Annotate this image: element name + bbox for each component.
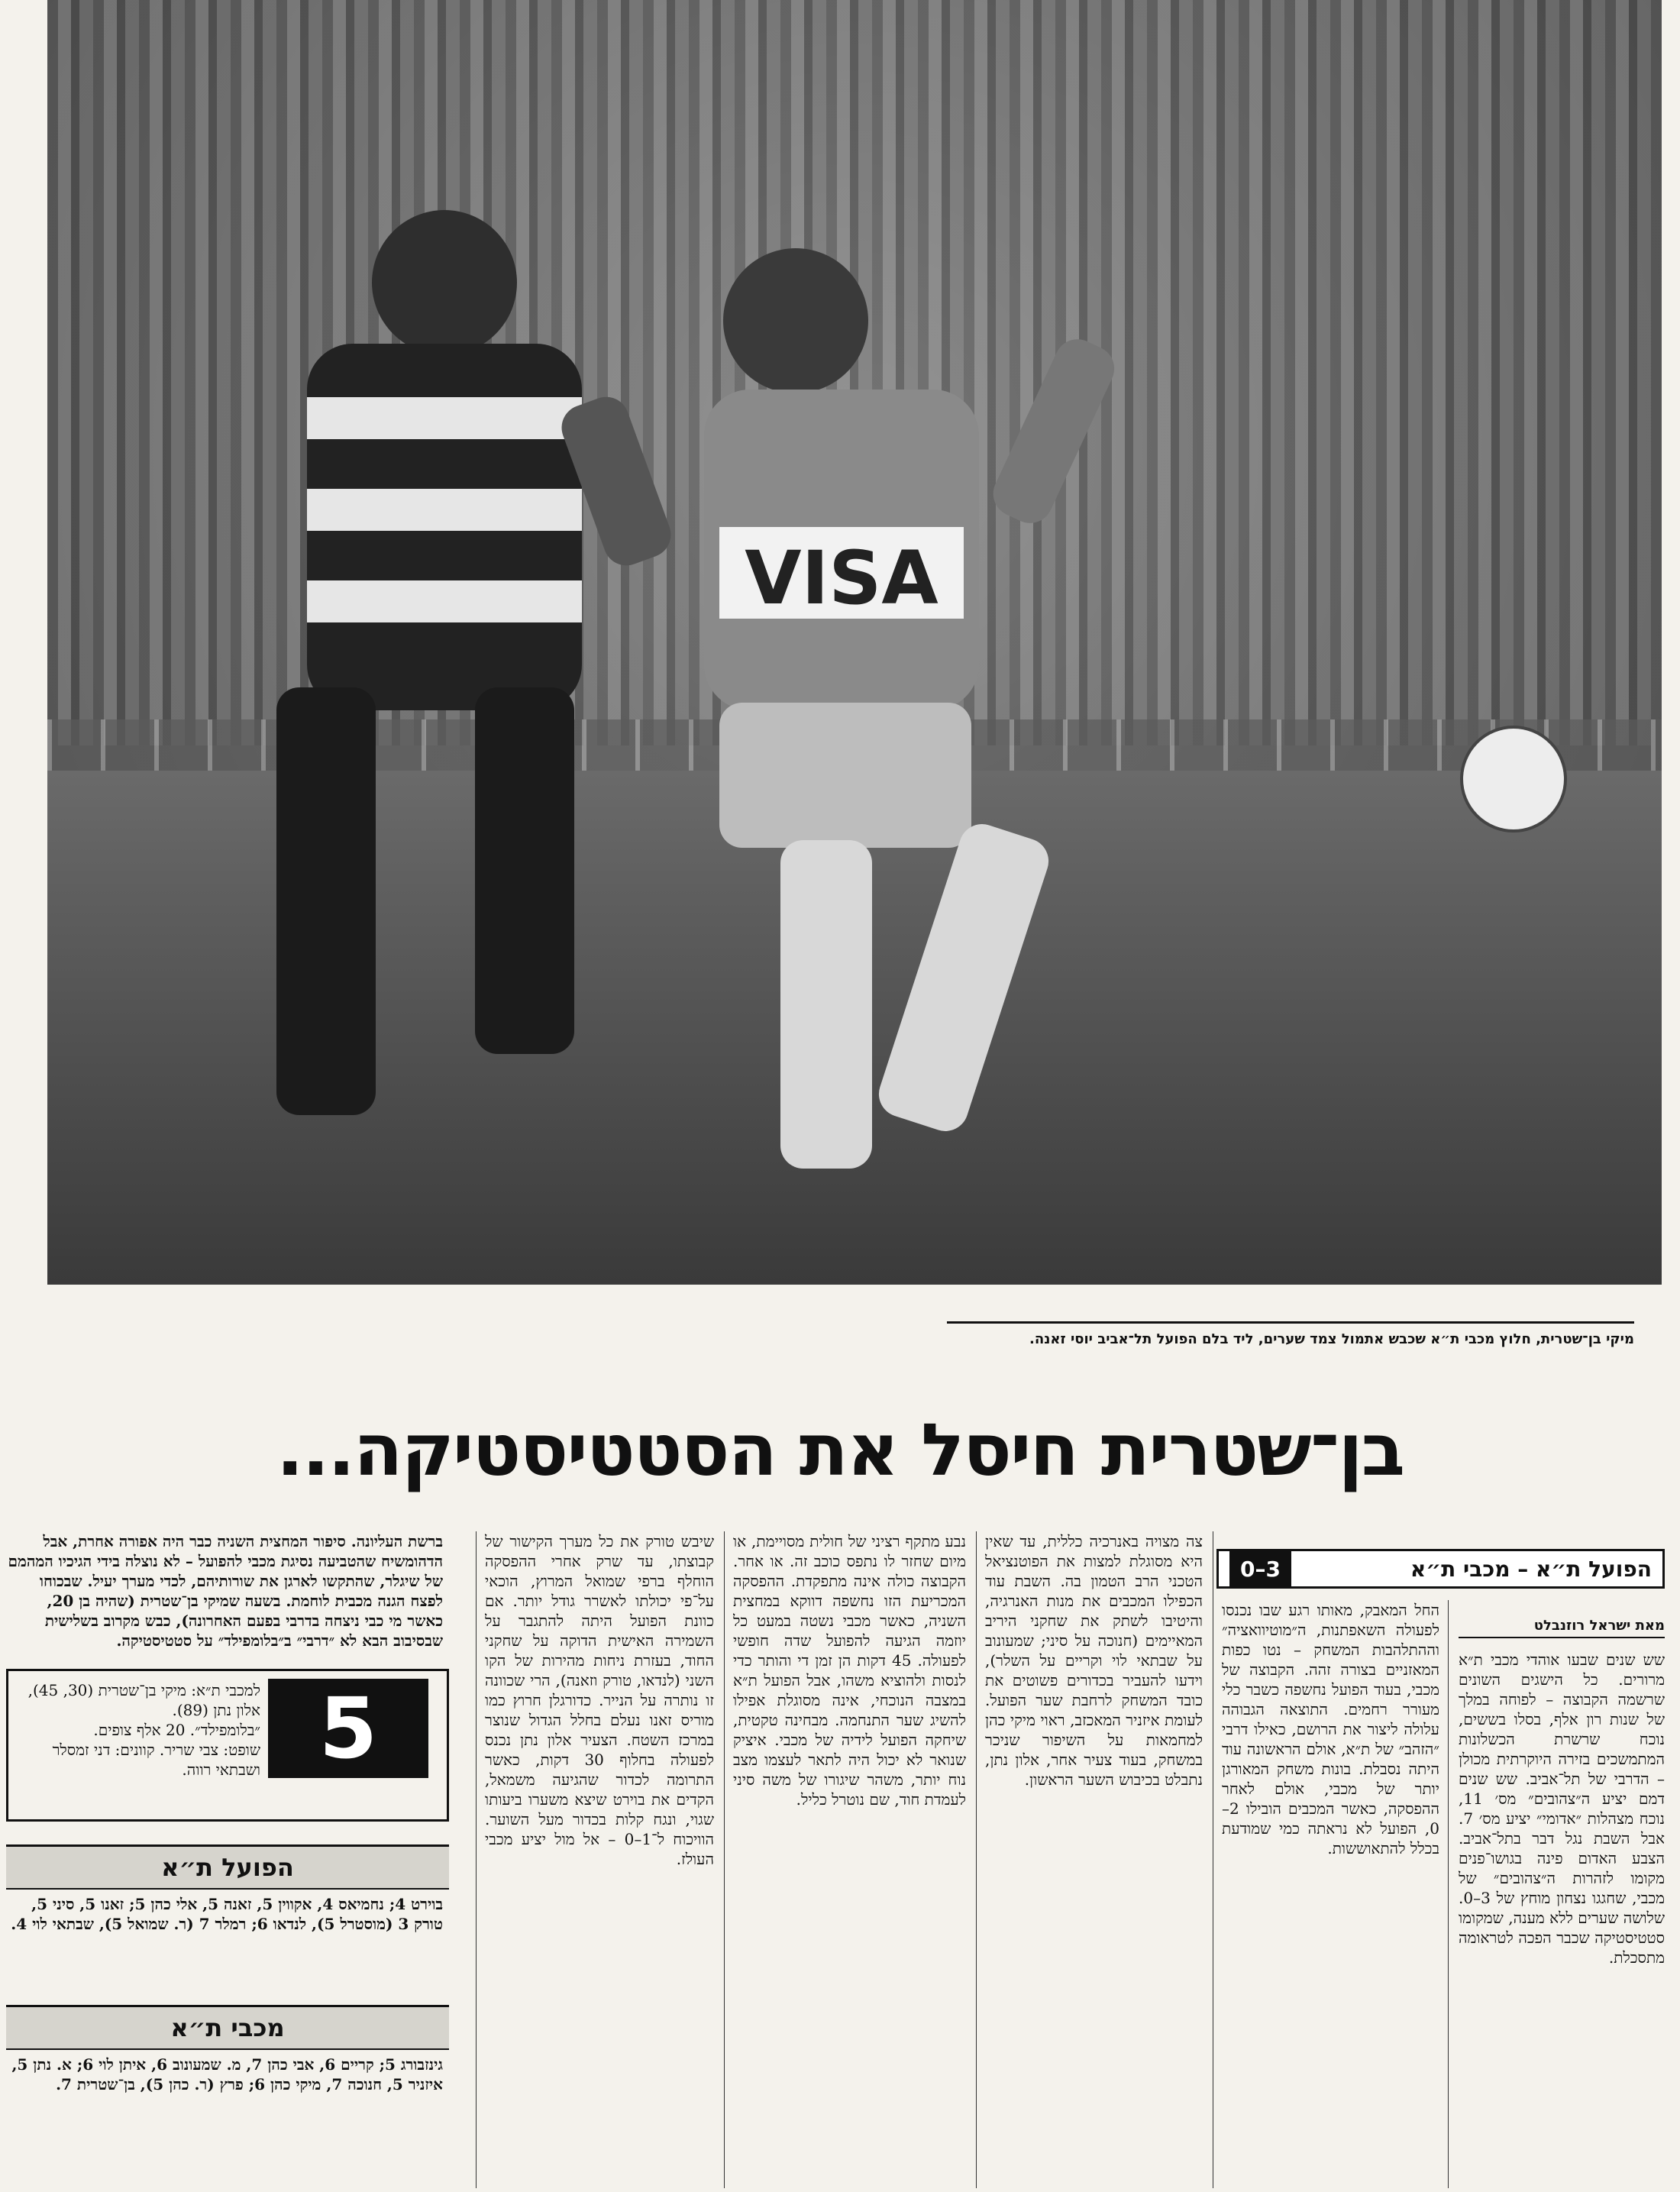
shirt-sponsor: VISA [745, 535, 939, 621]
venue-line: ״בלומפילד״. 20 אלף צופים. [93, 1721, 260, 1739]
scorers-line: למכבי ת״א: מיקי בן־שטרית (30, 45), אלון נתן (89). [27, 1681, 260, 1719]
article-column-3: צה מצויה באנרכיה כללית, עד שאין היא מסוגלת למצות את הפוטנציאל הטכני הרב הטמון בה. השבת עוד הכפילו המכבים את מנות האנרגיה, והיטיבו לשתק את שחקני היריב המאיימים (חנוכה על סיני; שמעונוב על שבתאי לוי וקריים על השלר), וידעו להעביר בכדורים פשוטים את כובד המשחק לרחבת שער הפועל. לעומת איזניר המאכזב, ראוי מיקי כהן למחמאות על השיפור שניכר במשחק, בעוד צעיר אחר, אלון נתן, נתבלט בכיבוש השער הראשון. [985, 1532, 1203, 1789]
article-column-1: שש שנים שבעו אוהדי מכבי ת״א מרורים. כל הישגים השונים שרשמה הקבוצה – לפוחה במלך של שנות רון אלף, בסלו בששים, נוכח שרשרת הכשלונות המתמשכים בזירה היוקרתית מכולן – הדרבי של תל־אביב. שש שנים דמם יציע ה״צהובים״ מס׳ 11, נוכח מצהלות ״אדומי״ יציע מס׳ 7. אבל השבת נגל דבר בתל־אביב. הצבע האדום פינה בגושו־פנים מקומו לזהרות ה״צהובים״ של מכבי, שחגגו נצחון מוחץ של 3–0. שלושה שערים ללא מענה, שמקומו סטטיסטיקה שכבר הפכה לטראומה מתסכלת. [1459, 1650, 1665, 1967]
photo-caption: מיקי בן־שטרית, חלוץ מכבי ת״א שכבש אתמול צמד שערים, ליד בלם הפועל תל־אביב יוסי זאנה. [947, 1321, 1634, 1347]
article-column-2: החל המאבק, מאותו רגע שבו נכנסו לפעולה השאפתנות, ה״מוטיוואציה״ וההתלהבות המשחק – נטו כפות המאזניים בצורה זהה. הקבוצה של מכבי, בעוד הפועל נחשפה כשבר כלי מעורר רחמים. התוצאה הגבוהה עלולה ליצור את הרושם, כאילו דרבי ״הזהב״ של ת״א, אולם הראשונה עוד היתה נסבלת. בונות משחק המאורגן יותר של מכבי, אולם לאחר ההפסקה, כאשר המכבים הובילו 2–0, הפועל לא נראתה כמי שמודעת בכלל להתאוששות. [1222, 1601, 1439, 1857]
column-rule [1448, 1600, 1449, 2188]
match-facts-box [0, 1531, 451, 2192]
rating-details [16, 1680, 260, 1780]
lineup-maccabi: גינזבורג 5; קריים 6, אבי כהן 7, מ. שמעונוב 6, איתן לוי 6; א. נתן 5, איזניר 5, חנוכה 7, מיקי כהן 6; פרץ (ר. כהן 5), בן־שטרית 7. [11, 2055, 443, 2093]
column-rule [724, 1531, 725, 2188]
football [1462, 727, 1565, 831]
article-column-4: נבע מתקף רציני של חולית מסויימת, או מיום שחזר לו נתפס כוכב זה. או אחר. הקבוצה כולה אינה מתפקדת. ההפסקה המכריעת הזו נחשפה דווקא במחצית השניה, כאשר מכבי נשטה במעט כל יוזמה הגיעה להפועל שדה חופשי לפעולה. 45 דקות הן זמן די והותר כדי לנסות ולהוציא משהו, אבל הפועל ת״א במצבה הנוכחי, אינה מסוגלת אפילו להשיג שער התנחמה. מבחינה טקטית, שיחקה הפועל לידיה של מכבי. איציק שנואר לא יכול היה לתאר לעצמו מצב נוח יותר, משהר שיגורו של משה סיני לעמדת חוד, שם נוטרל כליל. [733, 1532, 966, 1809]
team-header-hapoel: הפועל ת״א [6, 1844, 449, 1890]
rating-number: 5 [268, 1679, 428, 1778]
match-photo [47, 0, 1662, 1285]
match-title: הפועל ת״א – מכבי ת״א [1410, 1556, 1652, 1582]
article-column-5: שיבש טורק את כל מערך הקישור של קבוצתו, עד שרק אחרי ההפסקה הוחלף ברפי שמואל המרוץ, הוכאי על־פי יכולתו לאשרר גודל יותר. אם כוונת הפועל היתה להתגבר על השמירה האישית הדוקה על שחקני החוד, בעזרת ניחות מהירות של הקו השני (לנדאו, טורק וזאנה), הרי שכוונה זו נותרה על הנייר. כדורגלן חרוץ כמו מוריס זאנו נעלם בחלל הגדול שנוצר במרכז השטח. הצעיר אלון נתן נכנס לפעולה בחלוף 30 דקות, כאשר התרומה לכדור שהגיעה משמאל, הקדים את בוירט שיצא משערו ביעותו שגוי, ונגח קלות בכדור מעל השוער. הוויכוח ל־1–0 – אל מול יציע מכבי העולז. [485, 1532, 714, 1868]
byline: מאת ישראל רוזנבלט [1459, 1618, 1665, 1638]
officials-line: שופט: צבי שריר. קוונים: דני זמסלר ושבתאי רווה. [52, 1741, 260, 1779]
column-rule [476, 1531, 477, 2188]
headline: בן־שטרית חיסל את הסטטיסטיקה... [276, 1409, 1404, 1492]
match-header [1216, 1549, 1665, 1589]
team-header-maccabi: מכבי ת״א [6, 2005, 449, 2050]
box-intro: ברשת העליונה. סיפור המחצית השניה כבר היה אפורה אחרת, אבל הדהומשיח שהטביעה נסיגת מכבי להפועל – לא נוצלה בידי הגיכיו המהמם של שיגלר, שהתקשו לארגן את שורותיהם, לכדי מערך יעיל. שבכוחו לפצח הגנה מכבית לוחמת. בשעה שמיקי בן־שטרית (שהיה בן 20, כאשר מי כבי ניצחה בדרבי בפעם האחרונה), כבש מקרוב בשלישית שבסיבוב הבא לא ״דרבי״ ב״בלומפילד״ על סטטיסטיקה. [8, 1532, 443, 1650]
player-figures [47, 0, 1662, 1285]
lineup-hapoel: בוירט 4; נחמיאס 4, אקווין 5, זאנה 5, אלי כהן 5; זאנו 5, סיני 5, טורק 3 (מוסטרל 5), לנדאו 6; רמלר 7 (ר. שמואל 5), שבתאי לוי 4. [11, 1895, 443, 1933]
rating-panel [6, 1669, 449, 1822]
column-rule [976, 1531, 977, 2188]
match-score: 3–0 [1229, 1551, 1291, 1586]
